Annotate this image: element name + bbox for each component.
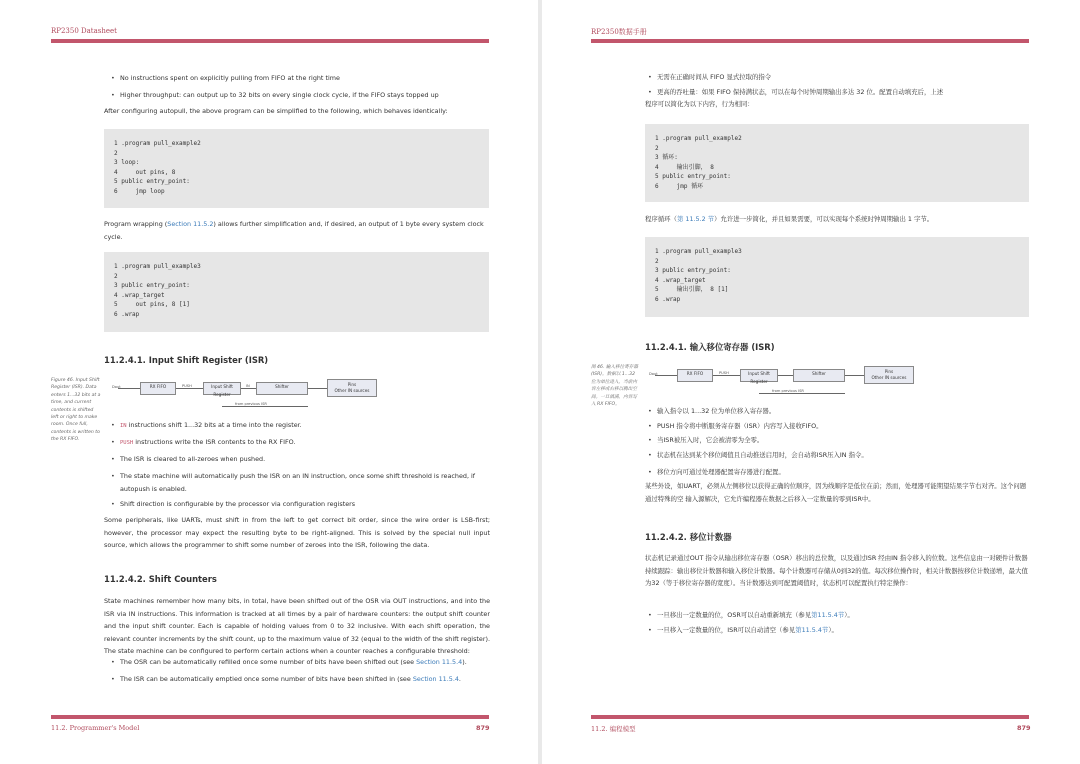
code-line: 4 .wrap_target xyxy=(655,276,706,284)
arrow xyxy=(778,375,793,376)
code-line: 6 .wrap xyxy=(655,295,681,303)
code-line: 2 xyxy=(655,144,659,152)
page-footer: 11.2. Programmer's Model xyxy=(51,724,140,732)
inline-code: IN xyxy=(120,423,127,429)
paragraph: 程序可以简化为以下内容，行为相同： xyxy=(645,100,754,108)
code-line: 2 xyxy=(114,149,118,157)
text: 程序循环（ xyxy=(645,215,677,223)
section-link[interactable]: Section 11.5.4 xyxy=(412,675,459,683)
bullet-item: • 移位方向可通过处理器配置寄存器进行配置。 xyxy=(657,466,1027,479)
bullet-item: • The ISR is cleared to all-zeroes when pushed. xyxy=(120,453,490,466)
page-number: 879 xyxy=(1017,724,1031,732)
section-link[interactable]: 第 11.5.2 节 xyxy=(676,215,715,223)
code-line: 6 jmp 循环 xyxy=(655,182,704,190)
code-block xyxy=(104,252,489,332)
page-footer: 11.2. 编程模型 xyxy=(591,725,636,733)
paragraph: After configuring autopull, the above program can be simplified to the following, which behaves identically: xyxy=(104,107,448,115)
bullet-item: • 输入指令以 1...32 位为单位移入寄存器。 xyxy=(657,405,1027,418)
code-block xyxy=(104,129,489,208)
code-line: 5 out pins, 8 [1] xyxy=(114,301,190,309)
paragraph xyxy=(104,218,490,243)
figure-label: Dout xyxy=(112,385,121,389)
rx-fifo-box: RX FIFO xyxy=(140,382,176,395)
bullet-item xyxy=(657,609,1027,622)
paragraph xyxy=(645,213,1029,226)
text: ）。 xyxy=(844,611,854,619)
text: . xyxy=(458,675,461,683)
isr-diagram xyxy=(647,365,917,399)
code-line: 4 输出引脚， 8 xyxy=(655,163,714,171)
arrow xyxy=(118,388,140,389)
code-block xyxy=(645,124,1029,202)
code-line: 6 .wrap xyxy=(114,310,140,318)
arrow xyxy=(241,388,256,389)
text: Program wrapping ( xyxy=(104,220,168,228)
text: ). xyxy=(462,658,467,666)
figure-label: from previous ISR xyxy=(772,389,804,393)
code-line: 4 out pins, 8 xyxy=(114,168,176,176)
page-header: RP2350数据手册 xyxy=(591,28,647,36)
figure-label: Dout xyxy=(649,372,658,376)
pins-box: Pins Other IN sources xyxy=(864,366,914,384)
paragraph: Some peripherals, like UARTs, must shift in from the left to get correct bit order, since the wire order is LSB-first; however, the processor may expect the resulting byte to be right-aligned. This is solved by the special null input source, which allows the programmer to shift some number of zeroes into the ISR, following the data. xyxy=(104,516,490,549)
footer-rule xyxy=(51,715,489,719)
figure-label: PUSH xyxy=(719,371,729,375)
section-link[interactable]: Section 11.5.4 xyxy=(416,658,463,666)
bullet-item: • Higher throughput: can output up to 32 bits on every single clock cycle, if the FIFO stays topped up xyxy=(120,89,490,102)
bullet-item xyxy=(657,624,1027,637)
page-header: RP2350 Datasheet xyxy=(51,27,117,35)
bullet-item: • 更高的吞吐量：如果 FIFO 保持满状态，可以在每个时钟周期输出多达 32 位。配置自动填充后，上述 xyxy=(657,86,1027,99)
page-number: 879 xyxy=(476,724,490,732)
text: The OSR can be automatically refilled once some number of bits have been shifted out (see xyxy=(120,658,417,666)
bullet-item xyxy=(120,656,490,669)
paragraph: 状态机记录通过OUT 指令从输出移位寄存器（OSR）移出的总位数，以及通过ISR 经由IN 指令移入的位数。这些信息由一对硬件计数器持续跟踪：输出移位计数器和输入移位计数器。每个计数器可存储从0到32的值。每次移位操作时，相关计数器按移位计数递增，最大值为32（等于移位寄存器的宽度）。当计数器达到可配置阈值时，状态机可以配置执行特定操作： xyxy=(645,554,1028,587)
code-line: 4 .wrap_target xyxy=(114,291,165,299)
right-page xyxy=(542,0,1080,764)
section-heading: 11.2.4.2. Shift Counters xyxy=(104,574,217,584)
isr-diagram xyxy=(110,378,380,412)
bullet-item: • 状态机在达到某个移位阈值且自动推送启用时，会自动将ISR压入IN 指令。 xyxy=(657,449,1027,462)
header-rule xyxy=(51,39,489,43)
code-line: 3 循环: xyxy=(655,154,678,162)
arrow xyxy=(713,375,740,376)
bullet-item: • The state machine will automatically push the ISR on an IN instruction, once some shift threshold is reached, if autopush is enabled. xyxy=(120,470,480,495)
rx-fifo-box: RX FIFO xyxy=(677,369,713,382)
text: ) allows further simplification and, if desired, an output of 1 byte every system clock cycle. xyxy=(104,220,484,241)
code-line: 3 loop: xyxy=(114,159,140,167)
code-line: 2 xyxy=(114,272,118,280)
header-rule xyxy=(591,39,1029,43)
footer-rule xyxy=(591,715,1029,719)
inline-code: PUSH xyxy=(120,440,134,446)
arrow xyxy=(308,388,327,389)
section-heading: 11.2.4.1. 输入移位寄存器 (ISR) xyxy=(645,342,775,352)
text: ）。 xyxy=(828,626,838,634)
code-line: 1 .program pull_example2 xyxy=(655,135,742,142)
figure-caption: Figure 46. Input Shift Register (ISR). Data enters 1...32 bits at a time, and current contents is shifted left or right to make room. Once full, contents is written to the RX FIFO. xyxy=(51,378,101,443)
code-line: 1 .program pull_example3 xyxy=(655,248,742,255)
text: ）允许进一步简化，并且如果需要，可以实现每个系统时钟周期输出 1 字节。 xyxy=(714,215,934,223)
section-heading: 11.2.4.1. Input Shift Register (ISR) xyxy=(104,355,269,365)
bullet-item xyxy=(120,673,490,686)
code-line: 3 public entry_point: xyxy=(114,282,190,290)
isr-box: Input Shift Register xyxy=(203,382,241,395)
arrow xyxy=(655,375,677,376)
code-line: 3 public entry_point: xyxy=(655,267,731,275)
left-page xyxy=(0,0,538,764)
figure-label: PUSH xyxy=(182,384,192,388)
text: instructions write the ISR contents to the RX FIFO. xyxy=(133,438,296,446)
code-line: 1 .program pull_example2 xyxy=(114,140,201,147)
paragraph: 某些外设，如UART，必须从左侧移位以获得正确的位顺序，因为线顺序是低位在前；然而，处理器可能期望结果字节右对齐。这个问题通过特殊的空 输入源解决，它允许编程器在数据之后移入一定数量的零到ISR中。 xyxy=(645,482,1027,503)
arrow xyxy=(845,375,864,376)
section-heading: 11.2.4.2. 移位计数器 xyxy=(645,532,732,542)
text: 一旦移入一定数量的位，ISR可以自动清空（参见 xyxy=(657,626,796,634)
bullet-item: • No instructions spent on explicitly pulling from FIFO at the right time xyxy=(120,72,490,85)
code-line: 5 输出引脚， 8 [1] xyxy=(655,286,729,294)
code-line: 5 public entry_point: xyxy=(114,178,190,186)
bullet-item: • 无需在正确时间从 FIFO 显式拉取的指令 xyxy=(657,71,1027,84)
code-line: 2 xyxy=(655,257,659,265)
section-link[interactable]: Section 11.5.2 xyxy=(167,220,214,228)
code-line: 1 .program pull_example3 xyxy=(114,263,201,270)
section-link[interactable]: 第11.5.4节 xyxy=(811,611,845,619)
figure-caption: 图 46. 输入移位寄存器 (ISR)。数据以 1...32 位为单位进入，当前内容左移或右移以腾出空间。一旦填满，内容写入 RX FIFO。 xyxy=(591,365,638,408)
text: instructions shift 1...32 bits at a time into the register. xyxy=(126,421,302,429)
text: 一旦移出一定数量的位，OSR可以自动重新填充（参见 xyxy=(657,611,812,619)
bullet-item: • PUSH 指令将中断服务寄存器（ISR）内容写入接收FIFO。 xyxy=(657,420,1027,433)
code-block xyxy=(645,237,1029,317)
bullet-item xyxy=(120,436,490,450)
bullet-item: • 当ISR被压入时，它会被清零为全零。 xyxy=(657,434,1027,447)
figure-label: IN xyxy=(246,384,250,388)
pins-box: Pins Other IN sources xyxy=(327,379,377,397)
paragraph: State machines remember how many bits, in total, have been shifted out of the OSR via OUT instructions, and into the ISR via IN instructions. This information is tracked at all times by a pair of hardware counters: the output shift counter and the input shift counter. Each is capable of holding values from 0 to 32 inclusive. With each shift operation, the relevant counter increments by the shift count, up to the maximum value of 32 (equal to the width of the shift register). The state machine can be configured to perform certain actions when a counter reaches a configurable threshold: xyxy=(104,597,490,655)
bullet-item xyxy=(120,419,490,433)
code-line: 5 public entry_point: xyxy=(655,173,731,181)
shifter-box: Shifter xyxy=(256,382,308,395)
section-link[interactable]: 第11.5.4节 xyxy=(795,626,829,634)
arrow xyxy=(176,388,203,389)
feedback-arrow xyxy=(759,393,845,394)
shifter-box: Shifter xyxy=(793,369,845,382)
code-line: 6 jmp loop xyxy=(114,187,165,195)
isr-box: Input Shift Register xyxy=(740,369,778,382)
text: The ISR can be automatically emptied once some number of bits have been shifted in (see xyxy=(120,675,413,683)
bullet-item: • Shift direction is configurable by the processor via configuration registers xyxy=(120,498,490,511)
figure-label: from previous ISR xyxy=(235,402,267,406)
feedback-arrow xyxy=(222,406,308,407)
